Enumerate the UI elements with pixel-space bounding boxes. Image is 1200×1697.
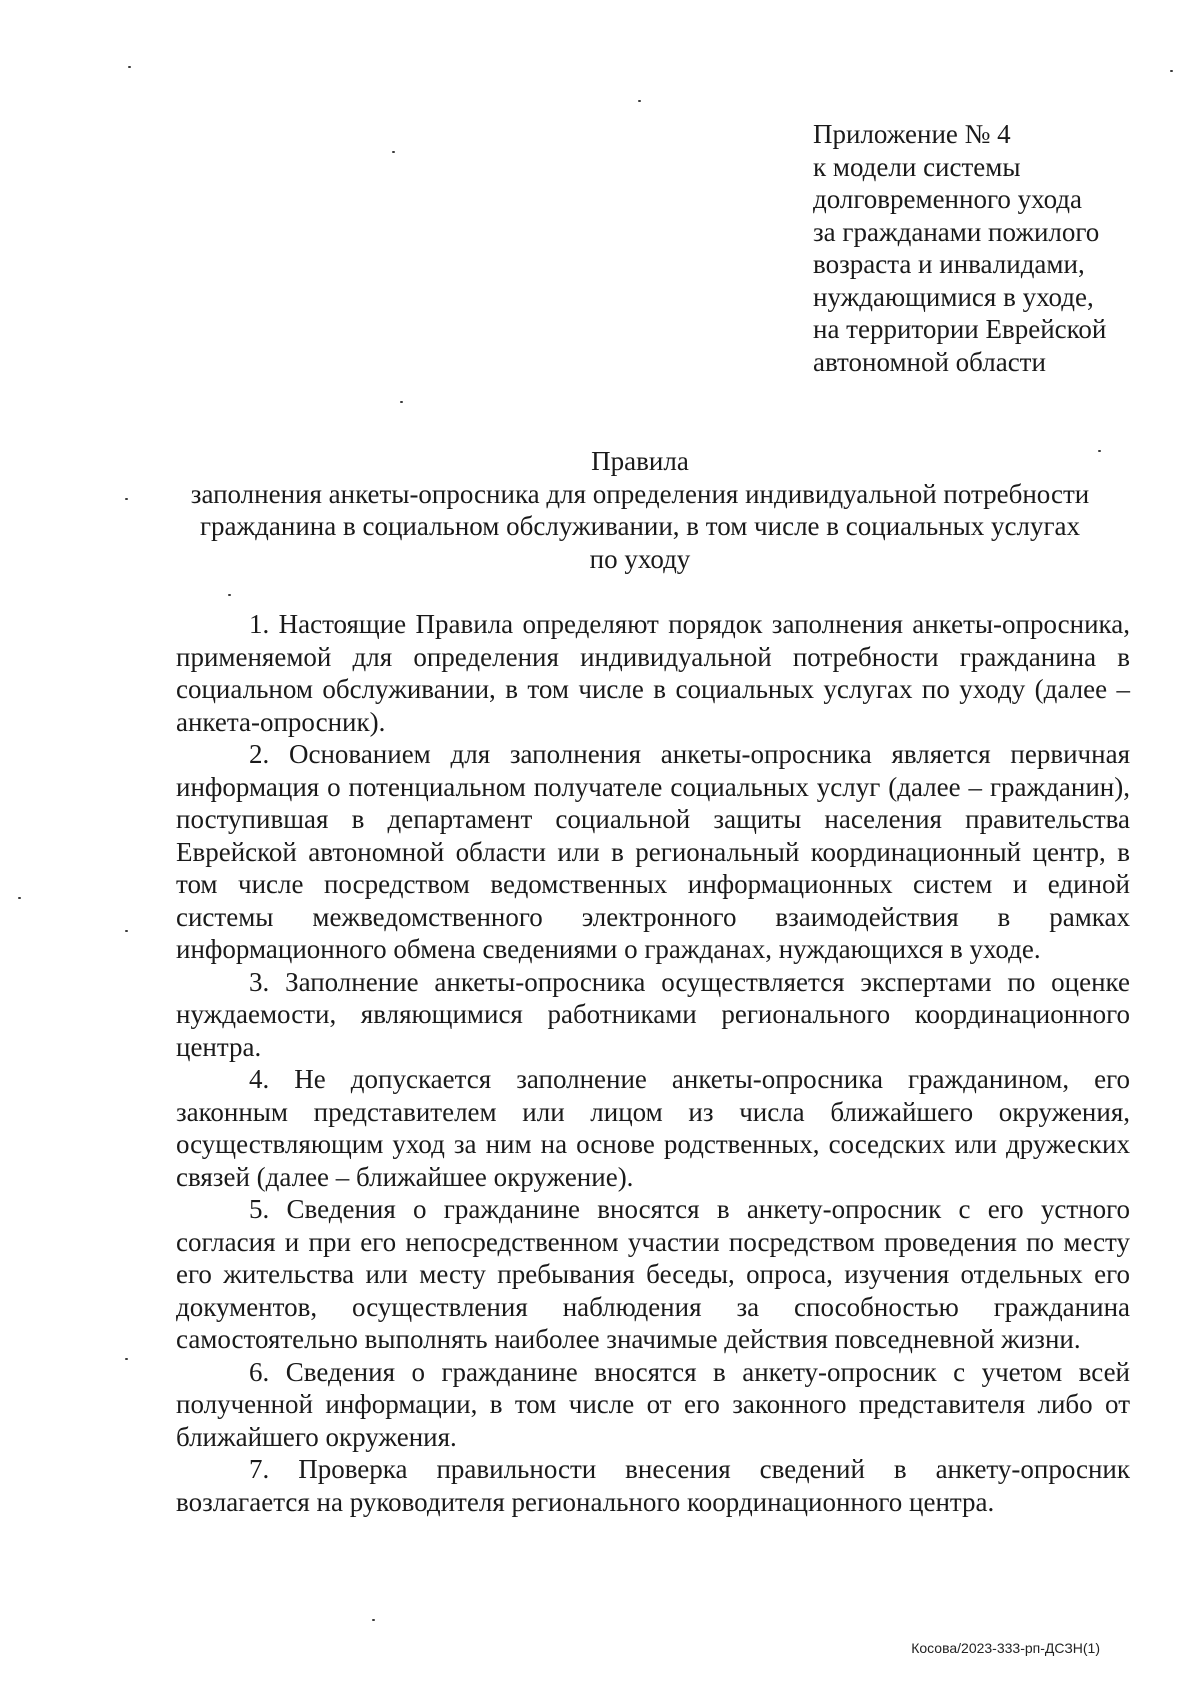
rule-paragraph: 1. Настоящие Правила определяют порядок заполнения анкеты-опросника, применяемой для определения индивидуальной потребности гражданина в социальном обслуживании, в том числе в социальных услугах по уходу (далее – анкета-опросник). xyxy=(176,609,1130,737)
rule-paragraph: 3. Заполнение анкеты-опросника осуществляется экспертами по оценке нуждаемости, являющимися работниками регионального координационного центра. xyxy=(176,966,1130,1062)
scan-speck xyxy=(1170,70,1173,72)
document-subtitle-line: по уходу xyxy=(589,543,691,574)
rules-body xyxy=(176,608,1130,1518)
rule-paragraph: 6. Сведения о гражданине вносятся в анкету-опросник с учетом всей полученной информации, в том числе от его законного представителя либо от ближайшего окружения. xyxy=(176,1356,1130,1452)
scan-speck xyxy=(125,498,128,500)
appendix-line: возраста и инвалидами, xyxy=(813,249,1085,279)
appendix-line: Приложение № 4 xyxy=(813,119,1011,149)
appendix-line: долговременного ухода xyxy=(813,184,1083,214)
appendix-line: за гражданами пожилого xyxy=(813,216,1100,247)
rule-paragraph: 7. Проверка правильности внесения сведений в анкету-опросник возлагается на руководителя регионального координационного центра. xyxy=(176,1454,1130,1517)
rule-paragraph: 4. Не допускается заполнение анкеты-опросника гражданином, его законным представителем или лицом из числа ближайшего окружения, осуществляющим уход за ним на основе родственных, соседских или дружеских связей (далее – ближайшее окружение). xyxy=(176,1064,1130,1192)
appendix-note xyxy=(813,118,1173,378)
scan-speck xyxy=(125,1358,128,1360)
scan-speck xyxy=(18,897,21,899)
scan-speck xyxy=(400,401,403,403)
document-code: Косова/2023-333-рп-ДСЗН(1) xyxy=(911,1640,1100,1656)
scan-speck xyxy=(372,1619,375,1621)
rule-paragraph: 2. Основанием для заполнения анкеты-опросника является первичная информация о потенциальном получателе социальных услуг (далее – гражданин), поступившая в департамент социальной защиты населения правительства Еврейской автономной области или в региональный координационный центр, в том числе посредством ведомственных информационных систем и единой системы межведомственного электронного взаимодействия в рамках информационного обмена сведениями о гражданах, нуждающихся в уходе. xyxy=(176,739,1130,964)
scan-speck xyxy=(125,930,128,932)
scan-speck xyxy=(228,594,231,596)
appendix-line: нуждающимися в уходе, xyxy=(813,281,1094,312)
appendix-line: к модели системы xyxy=(813,151,1021,182)
document-title-block xyxy=(150,445,1130,575)
appendix-line: на территории Еврейской xyxy=(813,314,1107,344)
document-subtitle-line: гражданина в социальном обслуживании, в том числе в социальных услугах xyxy=(199,511,1081,541)
rule-paragraph: 5. Сведения о гражданине вносятся в анкету-опросник с его устного согласия и при его непосредственном участии посредством проведения по месту его жительства или месту пребывания беседы, опроса, изучения отдельных его документов, осуществления наблюдения за способностью гражданина самостоятельно выполнять наиболее значимые действия повседневной жизни. xyxy=(176,1194,1130,1354)
appendix-line: автономной области xyxy=(813,346,1046,377)
scan-speck xyxy=(638,100,641,102)
scan-speck xyxy=(128,66,131,68)
scan-speck xyxy=(392,151,395,153)
document-title: Правила xyxy=(591,446,689,476)
document-subtitle-line: заполнения анкеты-опросника для определения индивидуальной потребности xyxy=(190,478,1090,509)
